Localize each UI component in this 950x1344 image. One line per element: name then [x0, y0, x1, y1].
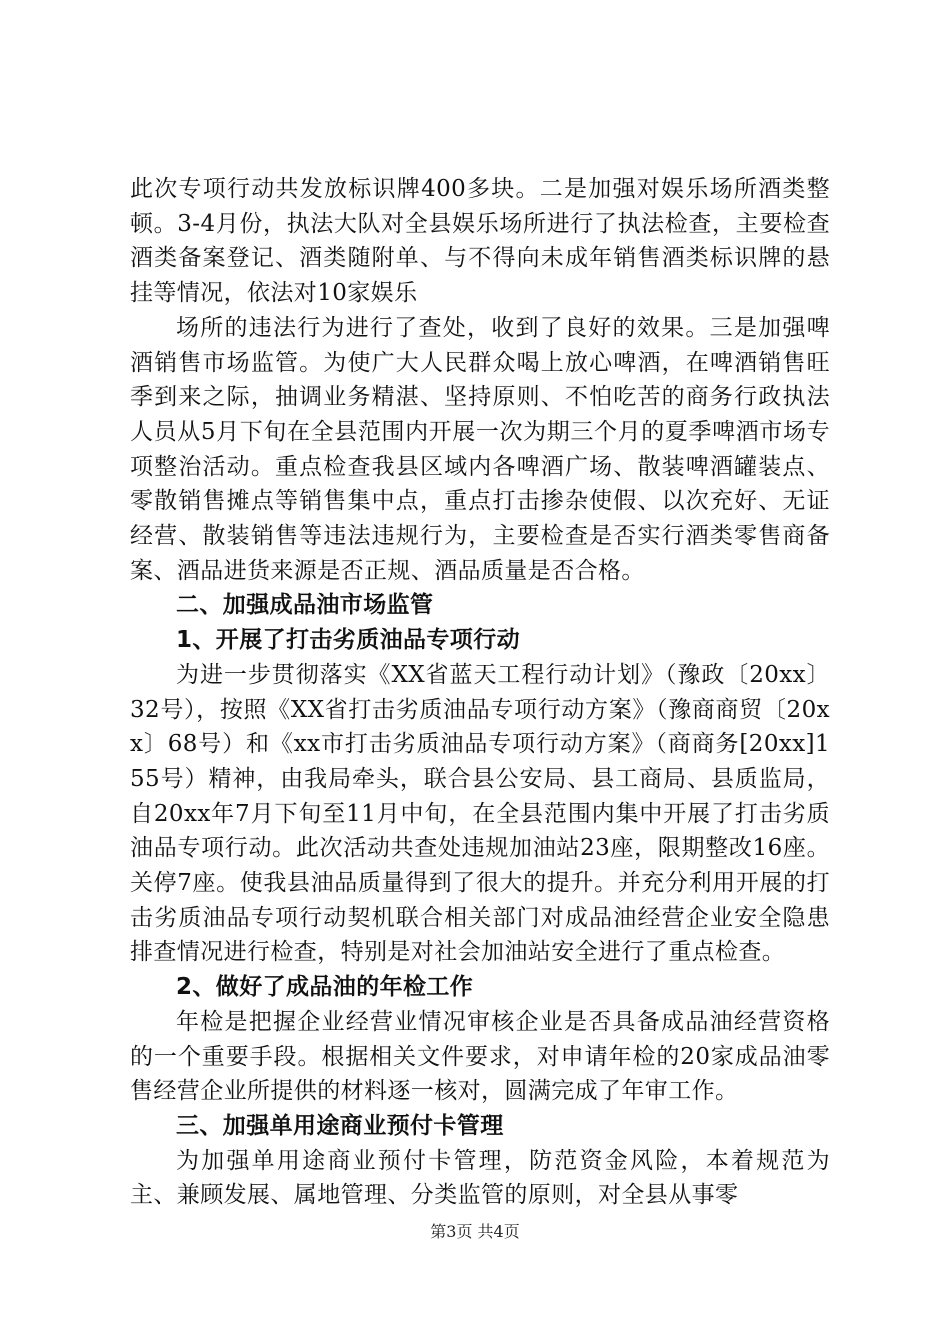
- body-paragraph: 为加强单用途商业预付卡管理，防范资金风险，本着规范为主、兼顾发展、属地管理、分类监管的原则，对全县从事零: [130, 1147, 830, 1209]
- page-number-footer: 第3页 共4页: [430, 1222, 520, 1241]
- section-heading: 二、加强成品油市场监管: [176, 592, 434, 619]
- section-heading: 三、加强单用途商业预付卡管理: [176, 1112, 504, 1139]
- body-paragraph: 场所的违法行为进行了查处，收到了良好的效果。三是加强啤酒销售市场监管。为使广大人民群众喝上放心啤酒，在啤酒销售旺季到来之际，抽调业务精湛、坚持原则、不怕吃苦的商务行政执法人员从5月下旬在全县范围内开展一次为期三个月的夏季啤酒市场专项整治活动。重点检查我县区域内各啤酒广场、散装啤酒罐装点、零散销售摊点等销售集中点，重点打击掺杂使假、以次充好、无证经营、散装销售等违法违规行为，主要检查是否实行酒类零售商备案、酒品进货来源是否正规、酒品质量是否合格。: [130, 314, 830, 584]
- document-body: [130, 172, 830, 1213]
- body-paragraph: 为进一步贯彻落实《XX省蓝天工程行动计划》（豫政〔20xx〕32号），按照《XX省打击劣质油品专项行动方案》（豫商商贸〔20xx〕68号）和《xx市打击劣质油品专项行动方案》（商商务[20xx]155号）精神，由我局牵头，联合县公安局、县工商局、县质监局，自20xx年7月下旬至11月中旬，在全县范围内集中开展了打击劣质油品专项行动。此次活动共查处违规加油站23座，限期整改16座。关停7座。使我县油品质量得到了很大的提升。并充分利用开展的打击劣质油品专项行动契机联合相关部门对成品油经营企业安全隐患排查情况进行检查，特别是对社会加油站安全进行了重点检查。: [130, 661, 830, 966]
- subsection-heading: 1、开展了打击劣质油品专项行动: [176, 627, 521, 654]
- body-paragraph: 此次专项行动共发放标识牌400多块。二是加强对娱乐场所酒类整顿。3-4月份，执法大队对全县娱乐场所进行了执法检查，主要检查酒类备案登记、酒类随附单、与不得向未成年销售酒类标识牌的悬挂等情况，依法对10家娱乐: [130, 176, 830, 307]
- subsection-heading: 2、做好了成品油的年检工作: [176, 974, 474, 1001]
- body-paragraph: 年检是把握企业经营业情况审核企业是否具备成品油经营资格的一个重要手段。根据相关文件要求，对申请年检的20家成品油零售经营企业所提供的材料逐一核对，圆满完成了年审工作。: [130, 1008, 830, 1105]
